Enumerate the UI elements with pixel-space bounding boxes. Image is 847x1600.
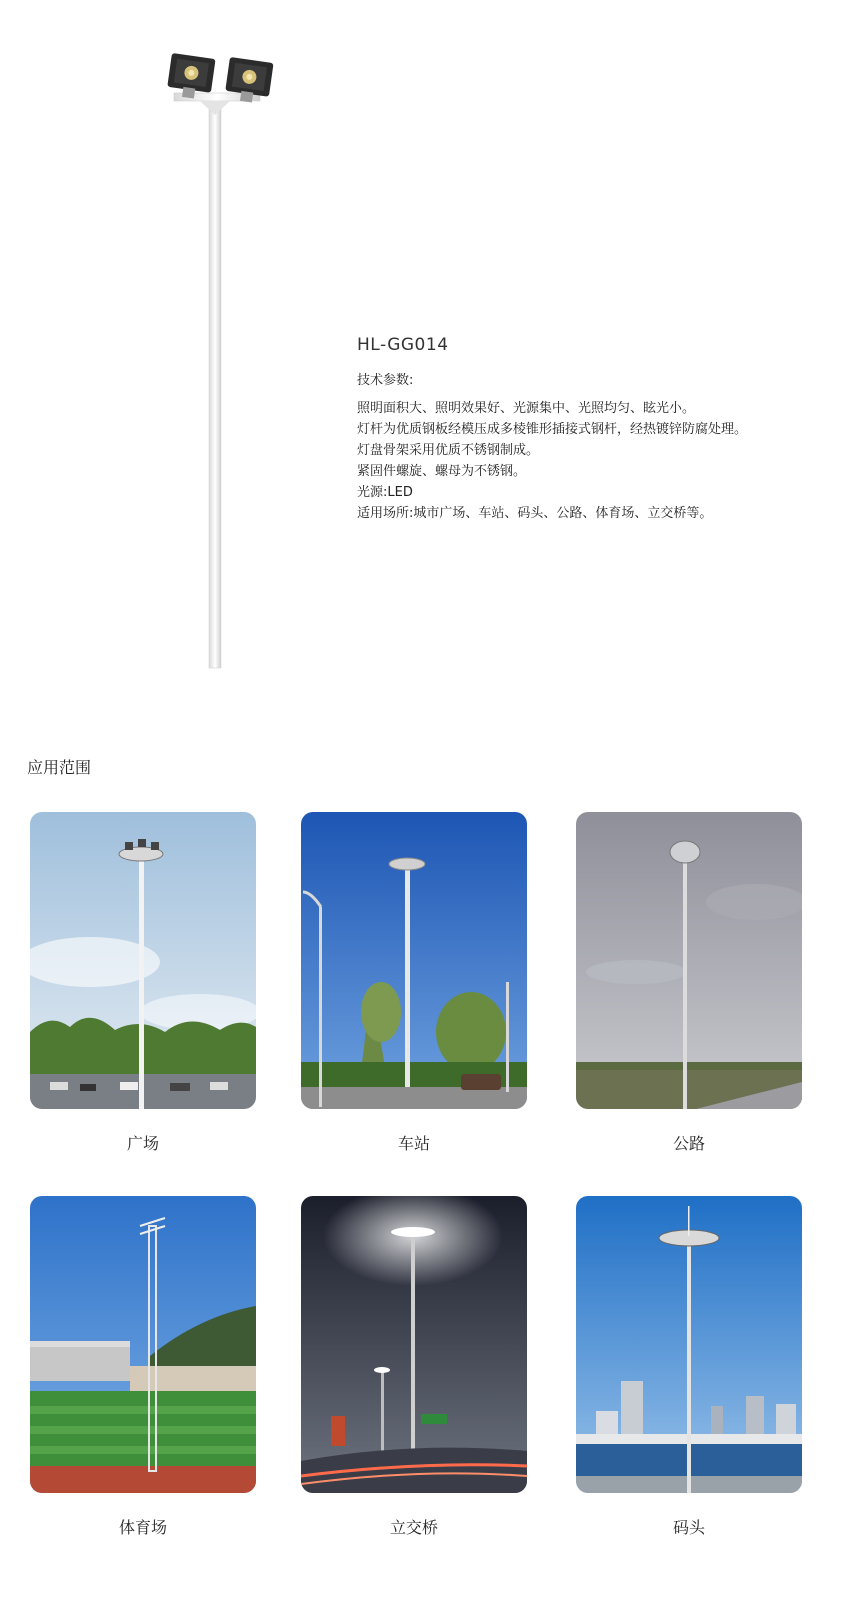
highway-photo (576, 812, 802, 1109)
station-caption: 车站 (397, 1134, 430, 1153)
stadium-photo (30, 1196, 256, 1493)
spec-line: 紧固件螺旋、螺母为不锈钢。 (357, 464, 527, 479)
application-card-interchange (301, 1196, 527, 1538)
product-spec (357, 335, 827, 524)
plaza-caption: 广场 (126, 1134, 159, 1153)
stadium-caption: 体育场 (118, 1518, 167, 1537)
wharf-photo (576, 1196, 802, 1493)
product-model: HL-GG014 (357, 335, 449, 355)
station-photo (301, 812, 527, 1109)
spec-line: 照明面积大、照明效果好、光源集中、光照均匀、眩光小。 (357, 401, 696, 416)
interchange-photo (301, 1196, 527, 1493)
applications-title: 应用范围 (27, 758, 92, 777)
application-card-highway (576, 812, 802, 1154)
highway-caption: 公路 (672, 1134, 705, 1153)
application-card-stadium (30, 1196, 256, 1538)
spec-line: 灯盘骨架采用优质不锈钢制成。 (357, 443, 540, 458)
spec-line: 适用场所:城市广场、车站、码头、公路、体育场、立交桥等。 (357, 506, 713, 521)
product-pole-image (160, 45, 290, 685)
interchange-caption: 立交桥 (389, 1518, 438, 1537)
application-card-plaza (30, 812, 256, 1154)
spec-line: 光源:LED (357, 485, 413, 500)
params-title: 技术参数: (357, 373, 414, 388)
application-card-wharf (576, 1196, 802, 1538)
wharf-caption: 码头 (672, 1518, 705, 1537)
plaza-photo (30, 812, 256, 1109)
spec-line: 灯杆为优质钢板经模压成多棱锥形插接式钢杆，经热镀锌防腐处理。 (357, 422, 748, 437)
application-card-station (301, 812, 527, 1154)
